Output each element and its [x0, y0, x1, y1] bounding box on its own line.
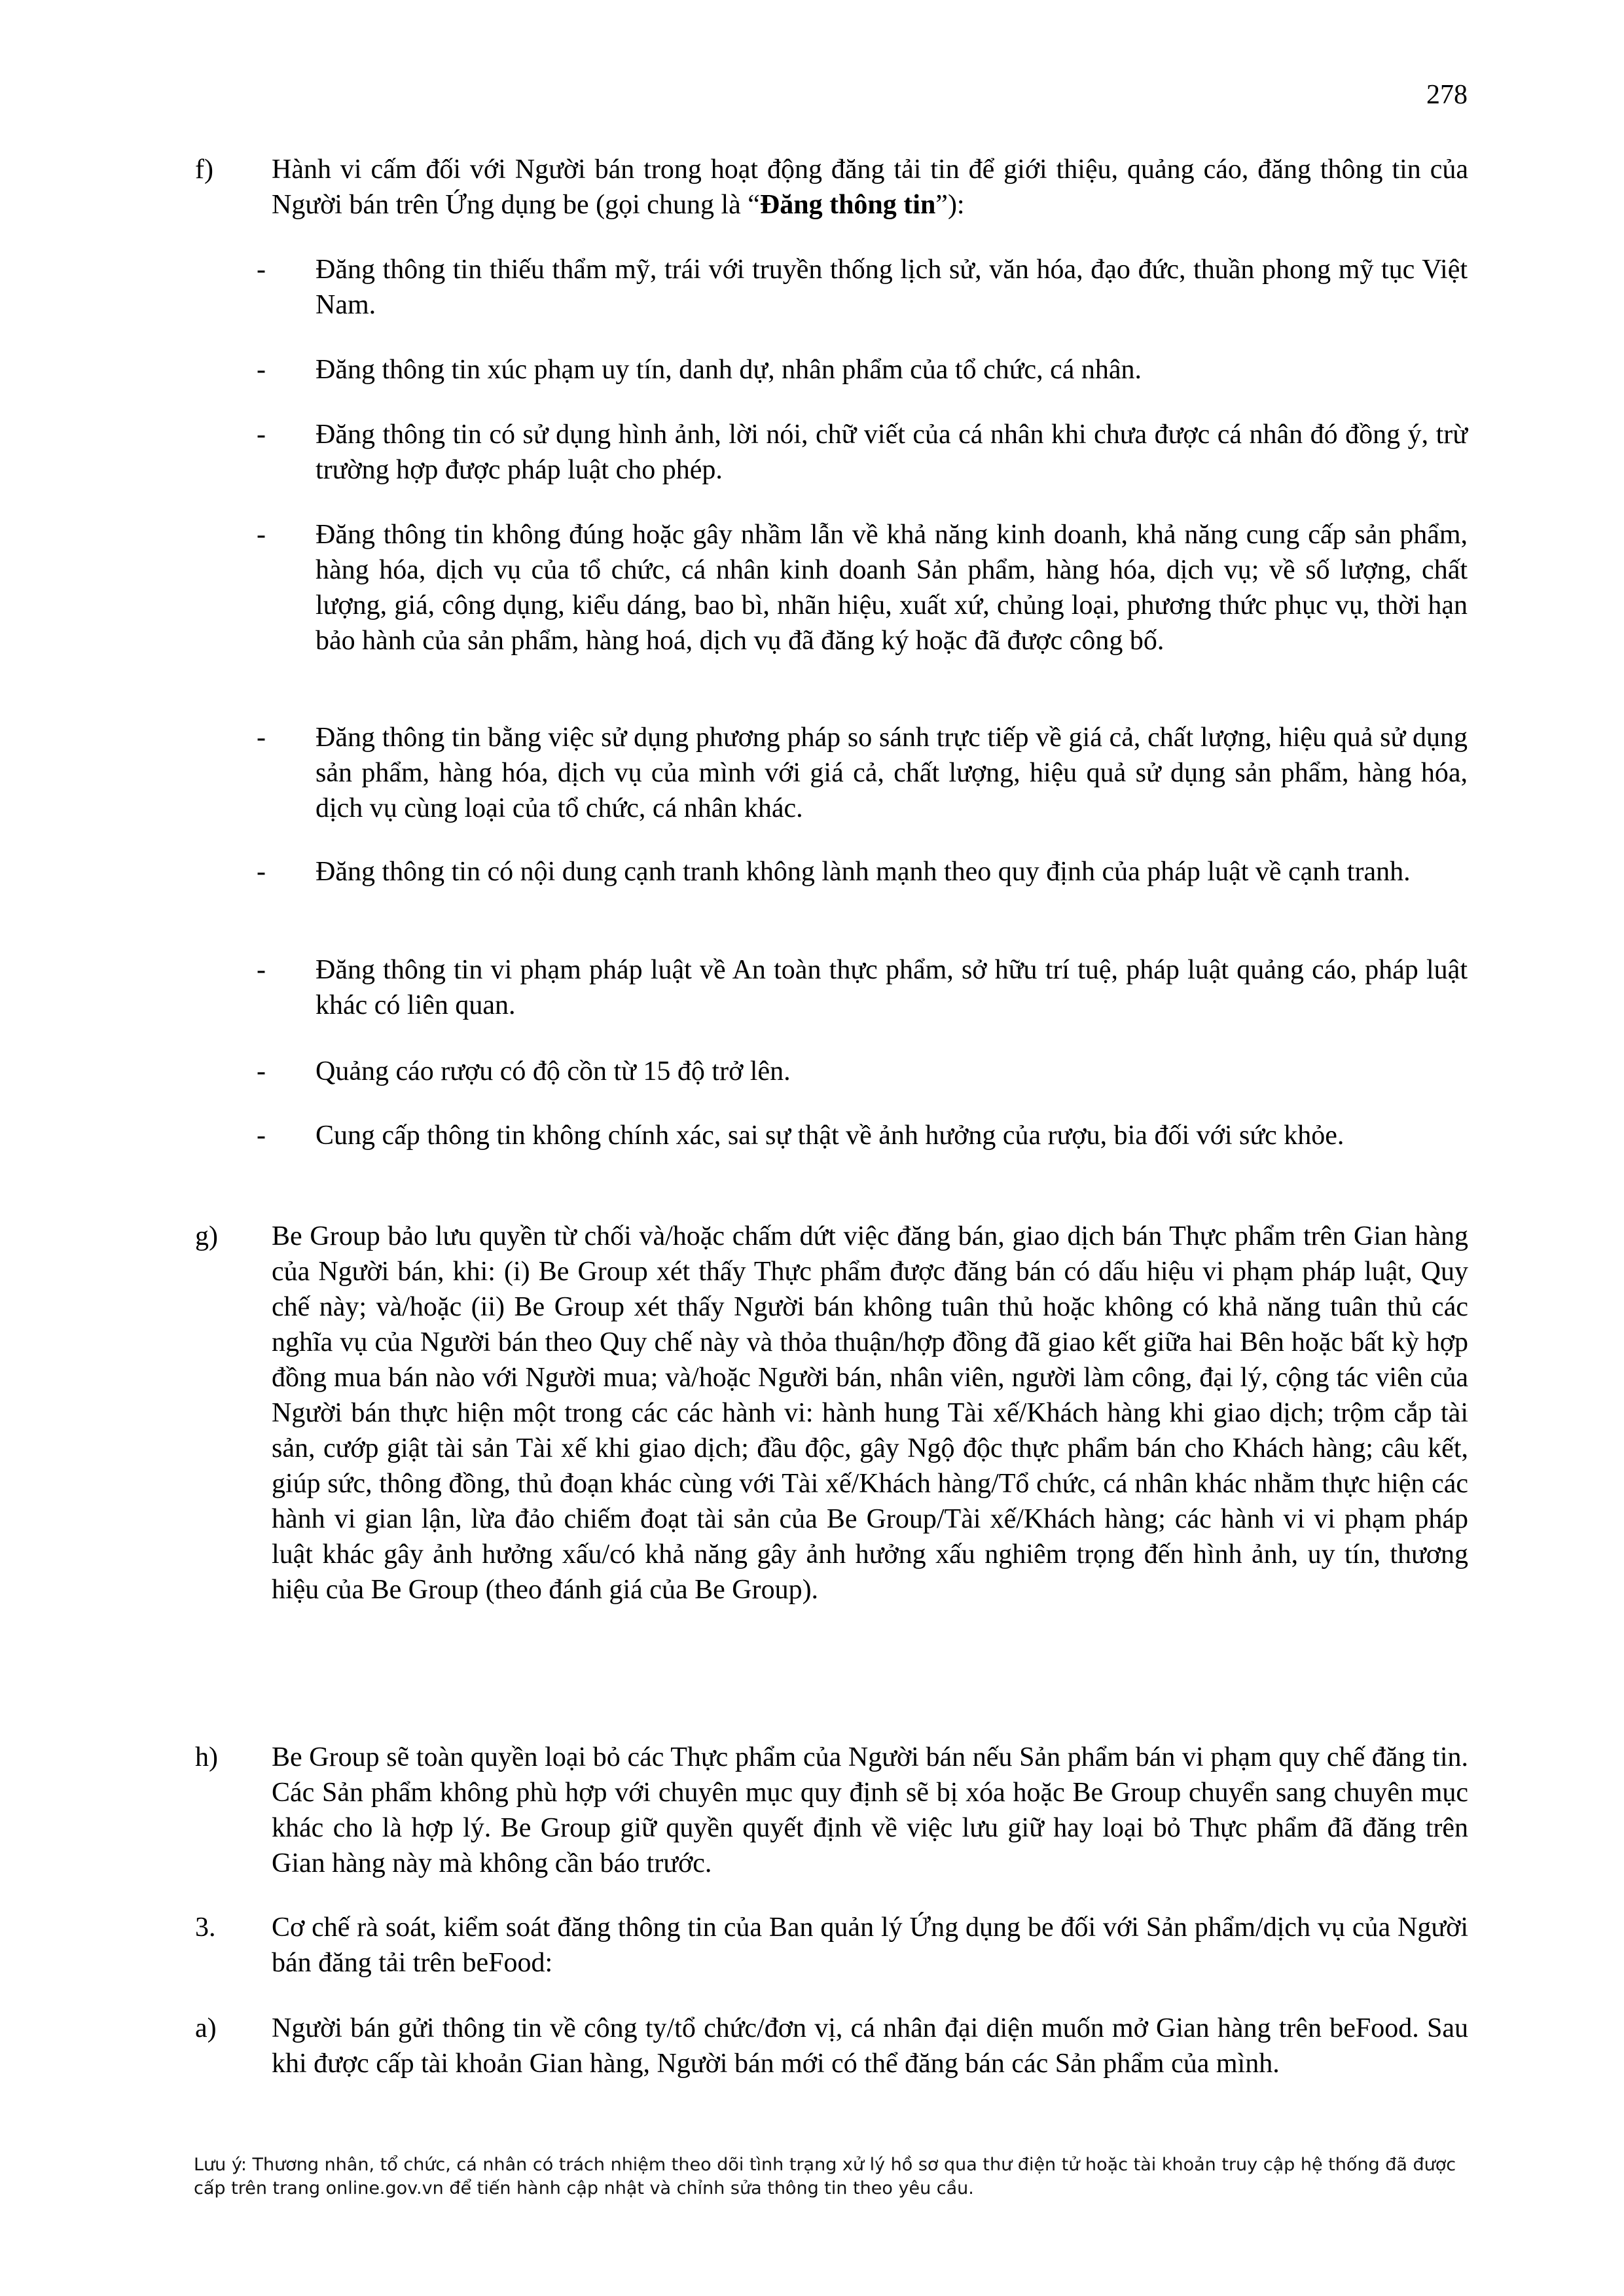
bullet-3 [0, 417, 1624, 488]
section-f-intro [0, 152, 1624, 223]
dash-bullet-icon: - [257, 857, 266, 887]
bullet-2 [0, 352, 1624, 387]
section-3a [0, 2011, 1624, 2081]
bullet-5 [0, 720, 1624, 826]
dash-bullet-icon: - [257, 1056, 266, 1086]
bullet-text: Cung cấp thông tin không chính xác, sai sự thật về ảnh hưởng của rượu, bia đối với sức khỏe. [316, 1121, 1344, 1151]
bullet-text: Đăng thông tin thiếu thẩm mỹ, trái với truyền thống lịch sử, văn hóa, đạo đức, thuần phong mỹ tục Việt Nam. [316, 255, 1468, 320]
bullet-text: Đăng thông tin có sử dụng hình ảnh, lời nói, chữ viết của cá nhân khi chưa được cá nhân đó đồng ý, trừ trường hợp được pháp luật cho phép. [316, 420, 1468, 485]
bullet-7 [0, 952, 1624, 1023]
intro-text-after: ”): [935, 190, 965, 220]
bullet-text: Đăng thông tin có nội dung cạnh tranh không lành mạnh theo quy định của pháp luật về cạnh tranh. [316, 857, 1411, 887]
item-marker: f) [195, 154, 213, 185]
section-f-intro-text [272, 152, 1468, 223]
bullet-text: Đăng thông tin xúc phạm uy tín, danh dự, nhân phẩm của tổ chức, cá nhân. [316, 355, 1142, 385]
bullet-8 [0, 1054, 1624, 1089]
dash-bullet-icon: - [257, 955, 266, 985]
section-g [0, 1219, 1624, 1607]
dash-bullet-icon: - [257, 1121, 266, 1151]
item-marker: 3. [195, 1912, 216, 1943]
section-3 [0, 1910, 1624, 1981]
item-marker: h) [195, 1742, 218, 1772]
item-marker: g) [195, 1221, 218, 1251]
bullet-1 [0, 252, 1624, 323]
bullet-9 [0, 1118, 1624, 1153]
bullet-text: Đăng thông tin bằng việc sử dụng phương pháp so sánh trực tiếp về giá cả, chất lượng, hiệu quả sử dụng sản phẩm, hàng hóa, dịch vụ của mình với giá cả, chất lượng, hiệu quả sử dụng sản phẩm, hàng hóa, dịch vụ cùng loại của tổ chức, cá nhân khác. [316, 723, 1468, 823]
dash-bullet-icon: - [257, 355, 266, 385]
intro-text-before: Hành vi cấm đối với Người bán trong hoạt động đăng tải tin để giới thiệu, quảng cáo, đăng thông tin của Người bán trên Ứng dụng be (gọi chung là “ [272, 154, 1468, 220]
page-number: 278 [1426, 80, 1468, 110]
section-f [0, 152, 1624, 223]
dash-bullet-icon: - [257, 420, 266, 450]
dash-bullet-icon: - [257, 723, 266, 753]
bullet-6 [0, 854, 1624, 889]
section-3a-text: Người bán gửi thông tin về công ty/tổ chức/đơn vị, cá nhân đại diện muốn mở Gian hàng trên beFood. Sau khi được cấp tài khoản Gian hàng, Người bán mới có thể đăng bán các Sản phẩm của mình. [272, 2013, 1468, 2079]
section-h-text: Be Group sẽ toàn quyền loại bỏ các Thực phẩm của Người bán nếu Sản phẩm bán vi phạm quy chế đăng tin. Các Sản phẩm không phù hợp với chuyên mục quy định sẽ bị xóa hoặc Be Group chuyển sang chuyên mục khác cho là hợp lý. Be Group giữ quyền quyết định về việc lưu giữ hay loại bỏ Thực phẩm đã đăng trên Gian hàng này mà không cần báo trước. [272, 1742, 1468, 1878]
bullet-4 [0, 517, 1624, 658]
section-g-text: Be Group bảo lưu quyền từ chối và/hoặc chấm dứt việc đăng bán, giao dịch bán Thực phẩm trên Gian hàng của Người bán, khi: (i) Be Group xét thấy Thực phẩm được đăng bán có dấu hiệu vi phạm pháp luật, Quy chế này; và/hoặc (ii) Be Group xét thấy Người bán không tuân thủ hoặc không có khả năng tuân thủ các nghĩa vụ của Người bán theo Quy chế này và thỏa thuận/hợp đồng đã giao kết giữa hai Bên hoặc bất kỳ hợp đồng mua bán nào với Người mua; và/hoặc Người bán, nhân viên, người làm công, đại lý, cộng tác viên của Người bán thực hiện một trong các các hành vi: hành hung Tài xế/Khách hàng khi giao dịch; trộm cắp tài sản, cướp giật tài sản Tài xế khi giao dịch; đầu độc, gây Ngộ độc thực phẩm bán cho Khách hàng; câu kết, giúp sức, thông đồng, thủ đoạn khác cùng với Tài xế/Khách hàng/Tổ chức, cá nhân khác nhằm thực hiện các hành vi gian lận, lừa đảo chiếm đoạt tài sản của Be Group/Tài xế/Khách hàng; các hành vi vi phạm pháp luật khác gây ảnh hưởng xấu/có khả năng gây ảnh hưởng xấu nghiêm trọng đến hình ảnh, uy tín, thương hiệu của Be Group (theo đánh giá của Be Group). [272, 1221, 1468, 1605]
section-3-text: Cơ chế rà soát, kiểm soát đăng thông tin của Ban quản lý Ứng dụng be đối với Sản phẩm/dịch vụ của Người bán đăng tải trên beFood: [272, 1912, 1468, 1978]
bullet-text: Quảng cáo rượu có độ cồn từ 15 độ trở lên. [316, 1056, 791, 1086]
bullet-text: Đăng thông tin vi phạm pháp luật về An toàn thực phẩm, sở hữu trí tuệ, pháp luật quảng cáo, pháp luật khác có liên quan. [316, 955, 1468, 1020]
dash-bullet-icon: - [257, 255, 266, 285]
bullet-text: Đăng thông tin không đúng hoặc gây nhầm lẫn về khả năng kinh doanh, khả năng cung cấp sản phẩm, hàng hóa, dịch vụ của tổ chức, cá nhân kinh doanh Sản phẩm, hàng hóa, dịch vụ; về số lượng, chất lượng, giá, công dụng, kiểu dáng, bao bì, nhãn hiệu, xuất xứ, chủng loại, phương thức phục vụ, thời hạn bảo hành của sản phẩm, hàng hoá, dịch vụ đã đăng ký hoặc đã được công bố. [316, 520, 1468, 656]
dash-bullet-icon: - [257, 520, 266, 550]
item-marker: a) [195, 2013, 217, 2043]
footer-note: Lưu ý: Thương nhân, tổ chức, cá nhân có trách nhiệm theo dõi tình trạng xử lý hồ sơ qua thư điện tử hoặc tài khoản truy cập hệ thống đã được cấp trên trang online.gov.vn để tiến hành cập nhật và chỉnh sửa thông tin theo yêu cầu. [194, 2155, 1456, 2198]
defined-term: Đăng thông tin [759, 190, 936, 220]
section-h [0, 1740, 1624, 1881]
